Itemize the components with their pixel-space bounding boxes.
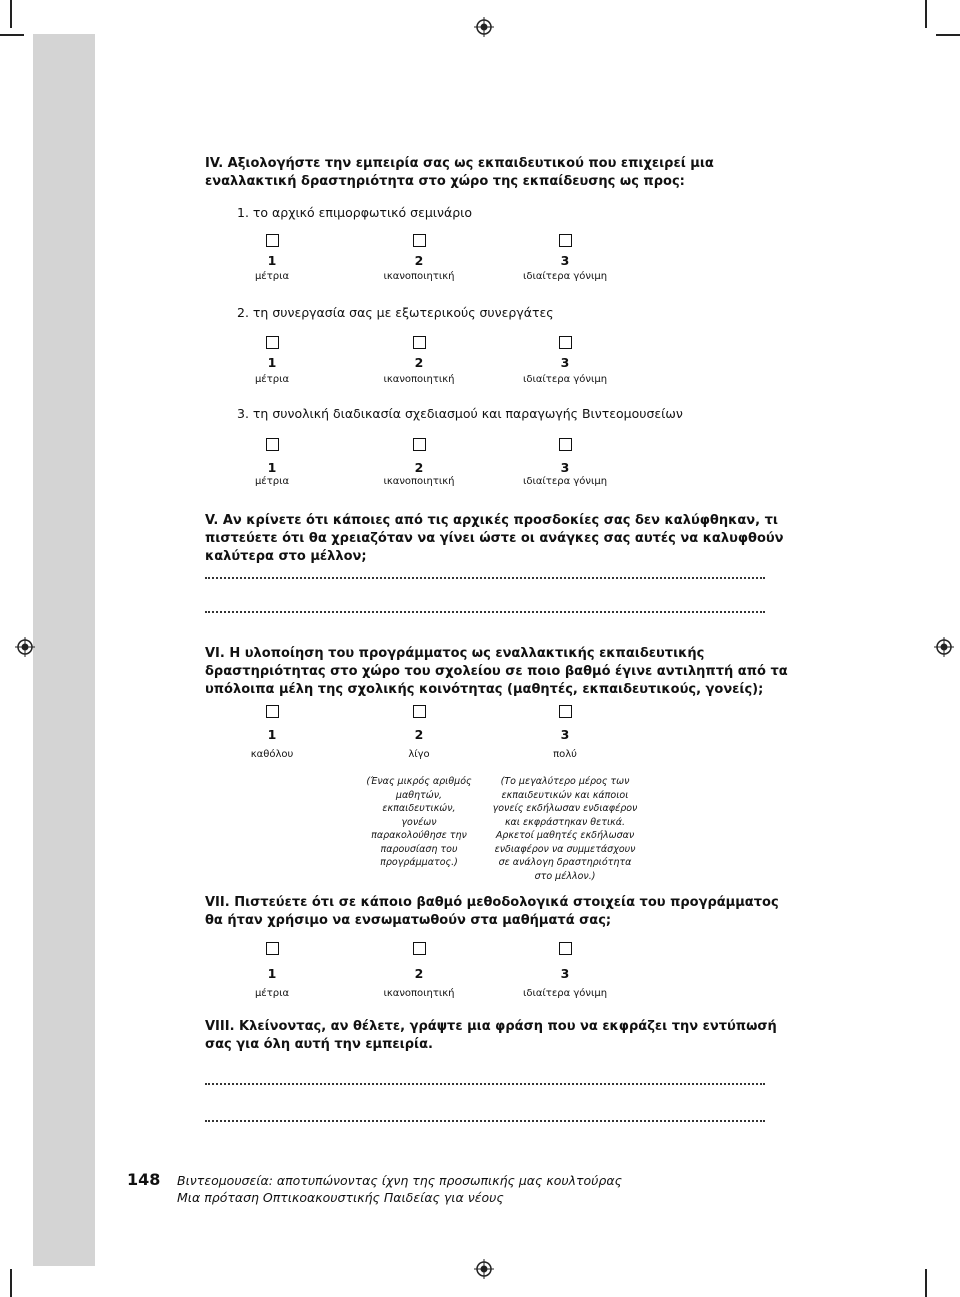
scale-number-1: 1 xyxy=(267,460,277,475)
q6-option-2-checkbox[interactable] xyxy=(413,705,426,718)
q4-item-3-label: 3. τη συνολική διαδικασία σχεδιασμού και παραγωγής Βιντεομουσείων xyxy=(237,406,683,421)
q6-label-1: καθόλου xyxy=(250,749,294,760)
q7-option-2-checkbox[interactable] xyxy=(413,942,426,955)
answer-line[interactable] xyxy=(205,1118,765,1122)
crop-mark xyxy=(925,0,927,28)
question-8-title: VIII. Κλείνοντας, αν θέλετε, γράψτε μια φράση που να εκφράζει την εντύπωσή σας για όλη αυτή την εμπειρία. xyxy=(205,1019,777,1052)
q4-3-option-1-checkbox[interactable] xyxy=(266,438,279,451)
crop-mark xyxy=(0,34,24,36)
q6-note-3: (Το μεγαλύτερο μέρος των εκπαιδευτικών και κάποιοι γονείς εκδήλωσαν ενδιαφέρον και εκφράστηκαν θετικά. Αρκετοί μαθητές εκδήλωσαν ενδιαφέρον να συμμετάσχουν σε ανάλογη δραστηριότητα στο μέλλον.) xyxy=(492,776,638,882)
scale-number-3: 3 xyxy=(560,355,570,370)
page-side-bar xyxy=(33,34,95,1266)
crop-mark xyxy=(10,1269,12,1297)
scale-label-1: μέτρια xyxy=(254,988,290,999)
crop-mark xyxy=(10,0,12,28)
scale-number-2: 2 xyxy=(414,727,424,742)
registration-mark-icon xyxy=(934,637,954,657)
answer-line[interactable] xyxy=(205,609,765,613)
scale-label-1: μέτρια xyxy=(254,374,290,385)
registration-mark-icon xyxy=(474,1259,494,1279)
q6-option-1-checkbox[interactable] xyxy=(266,705,279,718)
q4-2-option-3-checkbox[interactable] xyxy=(559,336,572,349)
scale-label-1: μέτρια xyxy=(254,271,290,282)
scale-label-2: ικανοποιητική xyxy=(383,271,455,282)
q6-option-3-checkbox[interactable] xyxy=(559,705,572,718)
crop-mark xyxy=(936,34,960,36)
scale-number-3: 3 xyxy=(560,727,570,742)
scale-number-2: 2 xyxy=(414,355,424,370)
q7-option-1-checkbox[interactable] xyxy=(266,942,279,955)
scale-number-1: 1 xyxy=(267,727,277,742)
registration-mark-icon xyxy=(474,17,494,37)
scale-label-2: ικανοποιητική xyxy=(383,476,455,487)
scale-label-3: ιδιαίτερα γόνιμη xyxy=(522,374,608,385)
answer-line[interactable] xyxy=(205,1081,765,1085)
q4-3-option-2-checkbox[interactable] xyxy=(413,438,426,451)
scale-number-2: 2 xyxy=(414,253,424,268)
scale-number-3: 3 xyxy=(560,460,570,475)
q4-2-option-2-checkbox[interactable] xyxy=(413,336,426,349)
scale-number-3: 3 xyxy=(560,966,570,981)
q4-1-option-2-checkbox[interactable] xyxy=(413,234,426,247)
footer-title-line-1: Βιντεομουσεία: αποτυπώνοντας ίχνη της προσωπικής μας κουλτούρας xyxy=(177,1173,622,1188)
scale-label-3: ιδιαίτερα γόνιμη xyxy=(522,271,608,282)
q4-item-2-label: 2. τη συνεργασία σας με εξωτερικούς συνεργάτες xyxy=(237,305,554,320)
question-7-title: VII. Πιστεύετε ότι σε κάποιο βαθμό μεθοδολογικά στοιχεία του προγράμματος θα ήταν χρήσιμο να ενσωματωθούν στα μαθήματά σας; xyxy=(205,895,779,928)
scale-label-3: ιδιαίτερα γόνιμη xyxy=(522,476,608,487)
scale-label-1: μέτρια xyxy=(254,476,290,487)
scale-number-2: 2 xyxy=(414,966,424,981)
scale-number-1: 1 xyxy=(267,966,277,981)
q6-label-2: λίγο xyxy=(408,749,430,760)
scale-label-2: ικανοποιητική xyxy=(383,988,455,999)
q4-1-option-3-checkbox[interactable] xyxy=(559,234,572,247)
q6-note-2: (Ένας μικρός αριθμός μαθητών, εκπαιδευτικών, γονέων παρακολούθησε την παρουσίαση του προγράμματος.) xyxy=(366,776,472,868)
page-number: 148 xyxy=(127,1170,161,1189)
q4-2-option-1-checkbox[interactable] xyxy=(266,336,279,349)
footer-title-line-2: Μια πρόταση Οπτικοακουστικής Παιδείας για νέους xyxy=(177,1190,504,1205)
scale-label-3: ιδιαίτερα γόνιμη xyxy=(522,988,608,999)
crop-mark xyxy=(925,1269,927,1297)
scale-number-1: 1 xyxy=(267,355,277,370)
scale-number-3: 3 xyxy=(560,253,570,268)
question-5-title: V. Αν κρίνετε ότι κάποιες από τις αρχικές προσδοκίες σας δεν καλύφθηκαν, τι πιστεύετε ότι θα χρειαζόταν να γίνει ώστε οι ανάγκες σας αυτές να καλυφθούν καλύτερα στο μέλλον; xyxy=(205,513,784,564)
scale-label-2: ικανοποιητική xyxy=(383,374,455,385)
q6-label-3: πολύ xyxy=(553,749,577,760)
question-4-title: IV. Αξιολογήστε την εμπειρία σας ως εκπαιδευτικού που επιχειρεί μια εναλλακτική δραστηριότητα στο χώρο της εκπαίδευσης ως προς: xyxy=(205,156,714,189)
q4-3-option-3-checkbox[interactable] xyxy=(559,438,572,451)
scale-number-2: 2 xyxy=(414,460,424,475)
scale-number-1: 1 xyxy=(267,253,277,268)
q7-option-3-checkbox[interactable] xyxy=(559,942,572,955)
q4-1-option-1-checkbox[interactable] xyxy=(266,234,279,247)
question-6-title: VI. Η υλοποίηση του προγράμματος ως εναλλακτικής εκπαιδευτικής δραστηριότητας στο χώρο του σχολείου σε ποιο βαθμό έγινε αντιληπτή από τα υπόλοιπα μέλη της σχολικής κοινότητας (μαθητές, εκπαιδευτικούς, γονείς); xyxy=(205,646,788,697)
q4-item-1-label: 1. το αρχικό επιμορφωτικό σεμινάριο xyxy=(237,205,473,220)
answer-line[interactable] xyxy=(205,575,765,579)
registration-mark-icon xyxy=(15,637,35,657)
